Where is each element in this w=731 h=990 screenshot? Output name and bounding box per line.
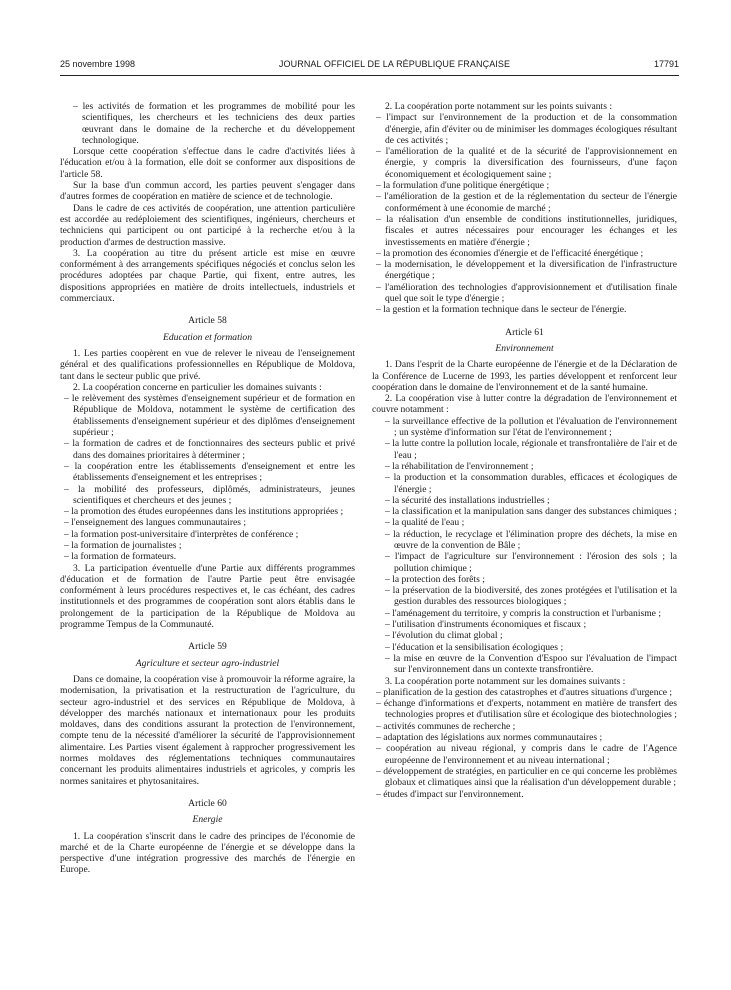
list-item: – la formation de cadres et de fonctionnaires des secteurs public et privé dans des domaines prioritaires à déterminer ; xyxy=(64,438,355,461)
paragraph: 1. Dans l'esprit de la Charte européenne de l'énergie et de la Déclaration de la Conférence de Lucerne de 1993, les parties développent et renforcent leur coopération dans le domaine de l'environnement et de la santé humaine. xyxy=(372,359,677,393)
paragraph: Lorsque cette coopération s'effectue dans le cadre d'activités liées à l'éducation et/ou à la formation, elle doit se conformer aux dispositions de l'article 58. xyxy=(60,146,355,180)
paragraph: Dans ce domaine, la coopération vise à promouvoir la réforme agraire, la modernisation, la privatisation et la restructuration de l'agriculture, du secteur agro-industriel et des services en République de Moldova, à développer des marchés nationaux et internationaux pour les produits moldaves, dans des conditions assurant la protection de l'environnement, compte tenu de la nécessité d'améliorer la sécurité de l'approvisionnement alimentaire. Les Parties visent également à rapprocher progressivement les normes moldaves des réglementations techniques communautaires concernant les produits alimentaires industriels et agricoles, y compris les normes sanitaires et phytosanitaires. xyxy=(60,673,355,787)
list-item: – la classification et la manipulation sans danger des substances chimiques ; xyxy=(385,506,677,518)
journal-title: JOURNAL OFFICIEL DE LA RÉPUBLIQUE FRANÇAISE xyxy=(278,59,511,69)
list-item: – le relèvement des systèmes d'enseignement supérieur et de formation en République de Moldova, notamment le système de certification des établissements d'enseignement supérieur et des diplômes d'enseignement supérieur ; xyxy=(64,393,355,439)
list-item: – les activités de formation et les programmes de mobilité pour les scientifiques, les chercheurs et les techniciens des deux parties œuvrant dans le domaine de la recherche et du développement technologique. xyxy=(73,101,355,146)
list-item: – activités communes de recherche ; xyxy=(376,720,516,732)
article-subtitle: Environnement xyxy=(495,342,554,354)
list-item: – adaptation des législations aux normes communautaires ; xyxy=(376,732,603,744)
article-heading: Article 58 xyxy=(188,315,227,327)
list-item: – la réalisation d'un ensemble de conditions institutionnelles, juridiques, fiscales et autres nécessaires pour encourager les échanges et les investissements en matière d'énergie ; xyxy=(376,213,677,248)
list-item: – la réhabilitation de l'environnement ; xyxy=(385,460,534,472)
list-item: – la formation de formateurs. xyxy=(64,551,177,563)
article-subtitle: Energie xyxy=(192,814,223,826)
paragraph: 2. La coopération porte notamment sur les points suivants : xyxy=(385,101,613,112)
article-subtitle: Education et formation xyxy=(163,331,252,343)
list-item: – la réduction, le recyclage et l'élimination propre des déchets, la mise en œuvre de la convention de Bâle ; xyxy=(385,528,677,551)
list-item: – l'amélioration de la gestion et de la réglementation du secteur de l'énergie conformément à une économie de marché ; xyxy=(376,191,677,214)
list-item: – la protection des forêts ; xyxy=(385,573,485,585)
list-item: – échange d'informations et d'experts, notamment en matière de transfert des technologies propres et d'utilisation sûre et écologique des biotechnologies ; xyxy=(376,698,677,721)
paragraph: 2. La coopération concerne en particulier les domaines suivants : xyxy=(73,381,322,393)
list-item: – la préservation de la biodiversité, des zones protégées et l'utilisation et la gestion durables des ressources biologiques ; xyxy=(385,585,677,608)
list-item: – la formation de journalistes ; xyxy=(64,539,182,551)
paragraph: 1. Les parties coopèrent en vue de relever le niveau de l'enseignement général et des qualifications professionnelles en République de Moldova, tant dans le secteur public que privé. xyxy=(60,347,355,382)
paragraph: 1. La coopération s'inscrit dans le cadre des principes de l'économie de marché et de la Charte européenne de l'énergie et se développe dans la perspective d'une intégration progressive des marchés de l'énergie en Europe. xyxy=(60,830,355,876)
article-subtitle: Agriculture et secteur agro-industriel xyxy=(135,657,280,669)
paragraph: Sur la base d'un commun accord, les parties peuvent s'engager dans d'autres formes de coopération en matière de science et de technologie. xyxy=(60,180,355,203)
left-column xyxy=(60,101,355,876)
list-item: – l'éducation et la sensibilisation écologiques ; xyxy=(385,641,564,653)
paragraph: Dans le cadre de ces activités de coopération, une attention particulière est accordée au redéploiement des scientifiques, ingénieurs, chercheurs et techniciens qui participent ou ont participé à la recherche et/ou à la production d'armes de destruction massive. xyxy=(60,202,355,248)
list-item: – coopération au niveau régional, y compris dans le cadre de l'Agence européenne de l'environnement et au niveau international ; xyxy=(376,743,677,766)
paragraph: 3. La participation éventuelle d'une Partie aux différents programmes d'éducation et de formation de l'autre Partie peut être envisagée conformément à leurs procédures respectives et, le cas échéant, des cadres institutionnels et des programmes de coopération sont alors établis dans le prolongement de la participation de la République de Moldova au programme Tempus de la Communauté. xyxy=(60,562,355,631)
list-item: – l'impact de l'agriculture sur l'environnement : l'érosion des sols ; la pollution chimique ; xyxy=(385,551,677,574)
article-heading: Article 59 xyxy=(188,641,227,653)
list-item: – la formulation d'une politique énergétique ; xyxy=(376,180,550,192)
list-item: – l'aménagement du territoire, y compris la construction et l'urbanisme ; xyxy=(385,607,661,619)
list-item: – l'impact sur l'environnement de la production et de la consommation d'énergie, afin d'éviter ou de minimiser les dommages écologiques résultant de ces activités ; xyxy=(376,112,677,146)
list-item: – la mise en œuvre de la Convention d'Espoo sur l'évaluation de l'impact sur l'environnement dans un contexte transfrontière. xyxy=(385,652,677,676)
list-item: – l'utilisation d'instruments économiques et fiscaux ; xyxy=(385,619,587,631)
list-item: – la production et la consommation durables, efficaces et écologiques de l'énergie ; xyxy=(385,472,677,495)
article-heading: Article 61 xyxy=(505,326,544,338)
page-number: 17791 xyxy=(653,59,679,69)
list-item: – développement de stratégies, en particulier en ce qui concerne les problèmes globaux et climatiques ainsi que la réalisation d'un développement durable ; xyxy=(376,765,678,789)
list-item: – la formation post-universitaire d'interprètes de conférence ; xyxy=(64,528,299,540)
list-item: – la lutte contre la pollution locale, régionale et transfrontalière de l'air et de l'eau ; xyxy=(385,438,677,461)
list-item: – l'amélioration des technologies d'approvisionnement et d'utilisation finale quel que soit le type d'énergie ; xyxy=(376,281,677,305)
page-header xyxy=(60,56,679,76)
list-item: – la qualité de l'eau ; xyxy=(385,517,465,529)
list-item: – l'évolution du climat global ; xyxy=(385,630,503,642)
list-item: – planification de la gestion des catastrophes et d'autres situations d'urgence ; xyxy=(376,686,673,698)
paragraph: 3. La coopération au titre du présent article est mise en œuvre conformément à des arrangements spécifiques négociés et conclus selon les procédures adoptées par chaque Partie, qui fixent, entre autres, les dispositions appropriées en matière de droits intellectuels, industriels et commerciaux. xyxy=(60,247,355,305)
list-item: – la gestion et la formation technique dans le secteur de l'énergie. xyxy=(376,304,627,316)
list-item: – la coopération entre les établissements d'enseignement et entre les établissements d'enseignement et les entreprises ; xyxy=(64,460,355,484)
list-item: – la mobilité des professeurs, diplômés, administrateurs, jeunes scientifiques et chercheurs et des jeunes ; xyxy=(64,483,355,506)
right-column xyxy=(372,101,677,800)
list-item: – la sécurité des installations industrielles ; xyxy=(385,494,550,506)
list-item: – études d'impact sur l'environnement. xyxy=(376,788,524,800)
list-item: – la surveillance effective de la pollution et l'évaluation de l'environnement ; un système d'information sur l'état de l'environnement ; xyxy=(385,415,677,439)
list-item: – l'amélioration de la qualité et de la sécurité de l'approvisionnement en énergie, y compris la diversification des fournisseurs, d'une façon économiquement et écologiquement saine ; xyxy=(376,146,677,180)
article-heading: Article 60 xyxy=(188,797,227,809)
list-item: – la modernisation, le développement et la diversification de l'infrastructure énergétique ; xyxy=(376,259,677,282)
publication-date: 25 novembre 1998 xyxy=(60,59,136,69)
list-item: – l'enseignement des langues communautaires ; xyxy=(64,517,247,529)
list-item: – la promotion des études européennes dans les institutions appropriées ; xyxy=(64,506,344,518)
list-item: – la promotion des économies d'énergie et de l'efficacité énergétique ; xyxy=(376,247,644,259)
paragraph: 2. La coopération vise à lutter contre la dégradation de l'environnement et couvre notamment : xyxy=(372,393,677,416)
paragraph: 3. La coopération porte notamment sur les domaines suivants : xyxy=(385,675,626,687)
